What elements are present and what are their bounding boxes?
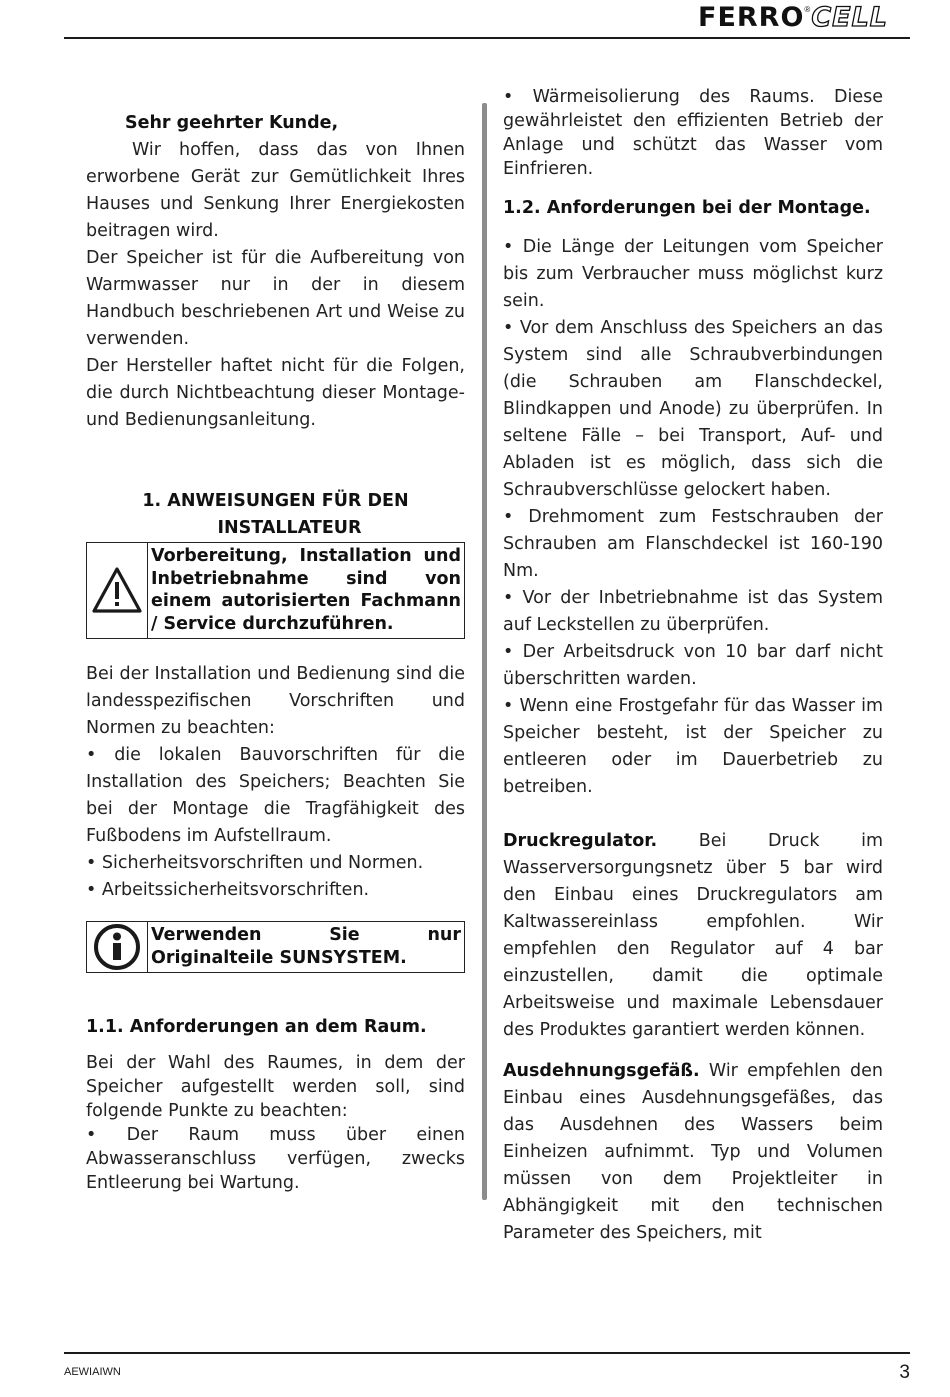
mount-point-5: • Der Arbeitsdruck von 10 bar darf nicht überschritten warden. — [503, 642, 883, 689]
intro-paragraph-2: Der Speicher ist für die Aufbereitung von Warmwasser nur in der in diesem Handbuch beschriebenen Art und Weise zu verwenden. — [86, 248, 465, 349]
info-text: Verwenden Sie nur Originalteile SUNSYSTEM. — [151, 925, 461, 968]
document-code: AEWIAIWN — [64, 1366, 121, 1378]
rules-intro: Bei der Installation und Bedienung sind die landesspezifischen Vorschriften und Normen zu beachten: — [86, 664, 465, 738]
info-box — [86, 921, 465, 973]
greeting: Sehr geehrter Kunde, — [125, 113, 339, 133]
room-point-1: • Der Raum muss über einen Abwasseranschluss verfügen, zwecks Entleerung bei Wartung. — [86, 1125, 465, 1193]
section-1-title-cont: INSTALLATEUR — [217, 518, 362, 538]
room-point-2: • Wärmeisolierung des Raums. Diese gewährleistet den effizienten Betrieb der Anlage und schützt das Wasser vom Einfrieren. — [503, 87, 883, 179]
mount-point-4: • Vor der Inbetriebnahme ist das System auf Leckstellen zu überprüfen. — [503, 588, 883, 635]
right-column — [503, 85, 883, 1247]
warning-icon — [87, 543, 148, 638]
pressure-label: Druckregulator. — [503, 831, 658, 851]
rule-item-2: • Sicherheitsvorschriften und Normen. — [86, 853, 424, 873]
warning-text: Vorbereitung, Installation und Inbetriebnahme sind von einem autorisierten Fachmann / Service durchzuführen. — [151, 546, 461, 634]
room-intro: Bei der Wahl des Raumes, in dem der Speicher aufgestellt werden soll, sind folgende Punkte zu beachten: — [86, 1053, 465, 1121]
warning-box — [86, 542, 465, 639]
registered-mark: ® — [804, 5, 811, 14]
rule-item-3: • Arbeitssicherheitsvorschriften. — [86, 880, 370, 900]
pressure-text: Bei Druck im Wasserversorgungsnetz über 5 bar wird den Einbau eines Druckregulators am Kaltwassereinlass empfohlen. Wir empfehlen den Regulator auf 4 bar einzustellen, damit die optimale Arbeitsweise und maximale Lebensdauer des Produktes garantiert werden können. — [503, 831, 883, 1040]
mount-point-2: • Vor dem Anschluss des Speichers an das System sind alle Schraubverbindungen (die Schrauben am Flanschdeckel, Blindkappen und Anode) zu überprüfen. In seltene Fälle – bei Transport, Auf- und Abladen ist es möglich, dass sich die Schraubverschlüsse gelockert haben. — [503, 318, 883, 500]
pressure-paragraph — [503, 828, 883, 1044]
expansion-label: Ausdehnungsgefäß. — [503, 1061, 700, 1081]
column-divider — [482, 103, 487, 1200]
page-number: 3 — [899, 1362, 910, 1383]
intro-paragraph-1: Wir hoffen, dass das von Ihnen erworbene Gerät zur Gemütlichkeit Ihres Hauses und Senkung Ihrer Energiekosten beitragen wird. — [86, 140, 465, 241]
footer-rule — [64, 1352, 910, 1354]
mount-point-3: • Drehmoment zum Festschrauben der Schrauben am Flanschdeckel ist 160-190 Nm. — [503, 507, 883, 581]
mount-point-1: • Die Länge der Leitungen vom Speicher bis zum Verbraucher muss möglichst kurz sein. — [503, 237, 883, 311]
expansion-text: Wir empfehlen den Einbau eines Ausdehnungsgefäßes, das das Ausdehnen des Wassers beim Einheizen aufnimmt. Typ und Volumen müssen von dem Projektleiter in Abhängigkeit mit den technischen Parameter des Speichers, mit — [503, 1061, 883, 1243]
rule-item-1: • die lokalen Bauvorschriften für die Installation des Speichers; Beachten Sie bei der Montage die Tragfähigkeit des Fußbodens im Aufstellraum. — [86, 745, 465, 846]
brand-logo-outline: CELL — [811, 2, 888, 33]
info-icon — [87, 922, 148, 972]
expansion-paragraph — [503, 1058, 883, 1247]
section-1-title: 1. ANWEISUNGEN FÜR DEN — [142, 491, 409, 511]
intro-paragraph-3: Der Hersteller haftet nicht für die Folgen, die durch Nichtbeachtung dieser Montage- und Bedienungsanleitung. — [86, 356, 465, 430]
brand-logo-bold: FERRO — [698, 2, 805, 33]
section-1-1-title: 1.1. Anforderungen an dem Raum. — [86, 1017, 427, 1037]
mount-point-6: • Wenn eine Frostgefahr für das Wasser im Speicher besteht, ist der Speicher zu entleeren oder im Dauerbetrieb zu betreiben. — [503, 696, 883, 797]
section-1-2-title: 1.2. Anforderungen bei der Montage. — [503, 198, 871, 218]
left-column — [86, 110, 465, 1195]
header-rule — [64, 37, 910, 39]
brand-logo — [698, 2, 888, 34]
